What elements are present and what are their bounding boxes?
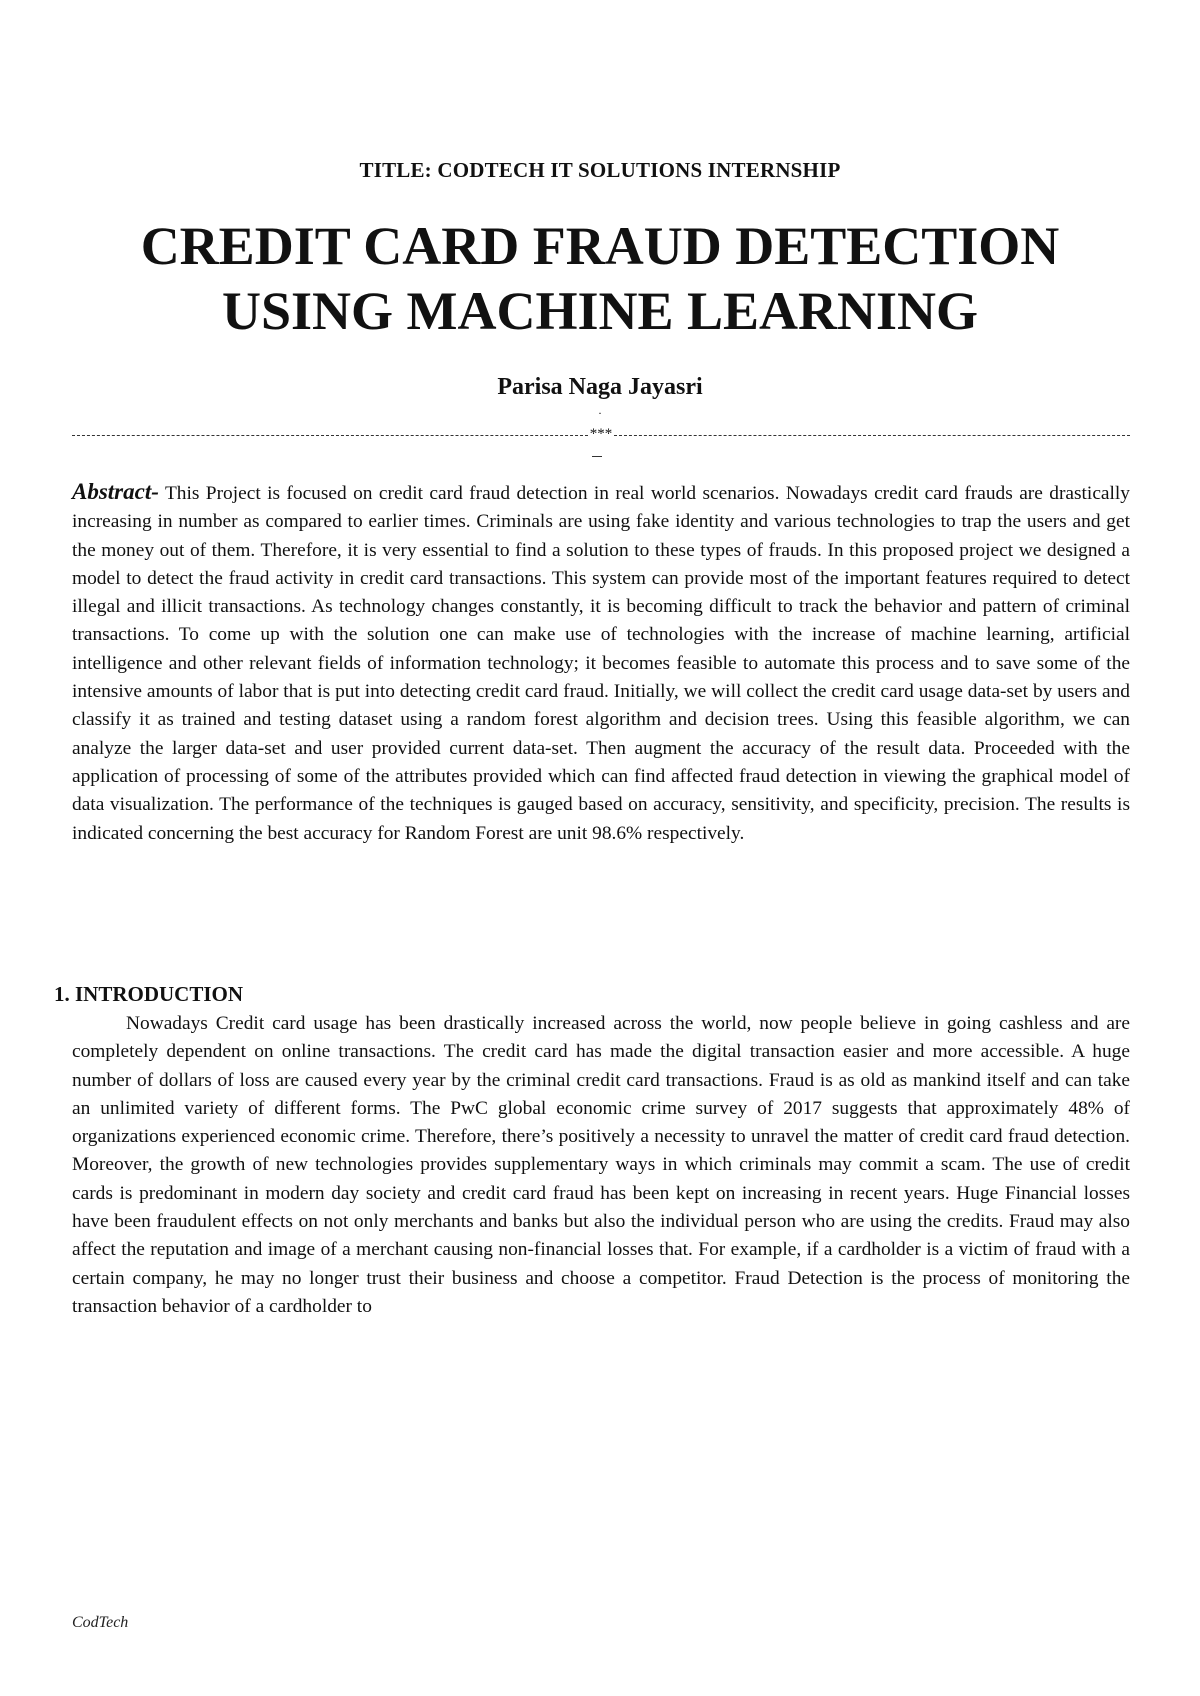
introduction-body bbox=[72, 1010, 1130, 1321]
section-separator bbox=[72, 424, 1130, 444]
paper-title-line-1: CREDIT CARD FRAUD DETECTION bbox=[140, 216, 1060, 276]
separator-dash-right bbox=[614, 435, 1130, 436]
abstract-label: Abstract- bbox=[72, 479, 159, 504]
paper-title bbox=[60, 214, 1140, 344]
dash-mark bbox=[592, 456, 602, 457]
abstract-text: This Project is focused on credit card fraud detection in real world scenarios. Nowadays credit card frauds are drastically increasing in number as compared to earlier times. Criminals are using fake identity and various technologies to trap the users and get the money out of them. Therefore, it is very essential to find a solution to these types of frauds. In this proposed project we designed a model to detect the fraud activity in credit card transactions. This system can provide most of the important features required to detect illegal and illicit transactions. As technology changes constantly, it is becoming difficult to track the behavior and pattern of criminal transactions. To come up with the solution one can make use of technologies with the increase of machine learning, artificial intelligence and other relevant fields of information technology; it becomes feasible to automate this process and to save some of the intensive amounts of labor that is put into detecting credit card fraud. Initially, we will collect the credit card usage data-set by users and classify it as trained and testing dataset using a random forest algorithm and decision trees. Using this feasible algorithm, we can analyze the larger data-set and user provided current data-set. Then augment the accuracy of the result data. Proceeded with the application of processing of some of the attributes provided which can find affected fraud detection in viewing the graphical model of data visualization. The performance of the techniques is gauged based on accuracy, sensitivity, and specificity, precision. The results is indicated concerning the best accuracy for Random Forest are unit 98.6% respectively. bbox=[72, 483, 1131, 844]
separator-dash-left bbox=[72, 435, 588, 436]
abstract-paragraph bbox=[72, 478, 1130, 848]
dot-mark: . bbox=[598, 403, 602, 417]
footer-text: CodTech bbox=[72, 1614, 129, 1631]
author-name: Parisa Naga Jayasri bbox=[497, 374, 703, 400]
introduction-heading: 1. INTRODUCTION bbox=[54, 982, 244, 1006]
introduction-paragraph: Nowadays Credit card usage has been drastically increased across the world, now people believe in going cashless and are completely dependent on online transactions. The credit card has made the digital transaction easier and more accessible. A huge number of dollars of loss are caused every year by the criminal credit card transactions. Fraud is as old as mankind itself and can take an unlimited variety of different forms. The PwC global economic crime survey of 2017 suggests that approximately 48% of organizations experienced economic crime. Therefore, there’s positively a necessity to unravel the matter of credit card fraud detection. Moreover, the growth of new technologies provides supplementary ways in which criminals may commit a scam. The use of credit cards is predominant in modern day society and credit card fraud has been kept on increasing in recent years. Huge Financial losses have been fraudulent effects on not only merchants and banks but also the individual person who are using the credits. Fraud may also affect the reputation and image of a merchant causing non-financial losses that. For example, if a cardholder is a victim of fraud with a certain company, he may no longer trust their business and choose a competitor. Fraud Detection is the process of monitoring the transaction behavior of a cardholder to bbox=[72, 1013, 1130, 1317]
document-header-title: TITLE: CODTECH IT SOLUTIONS INTERNSHIP bbox=[359, 158, 841, 182]
separator-stars: *** bbox=[589, 426, 613, 442]
paper-title-line-2: USING MACHINE LEARNING bbox=[221, 281, 979, 341]
